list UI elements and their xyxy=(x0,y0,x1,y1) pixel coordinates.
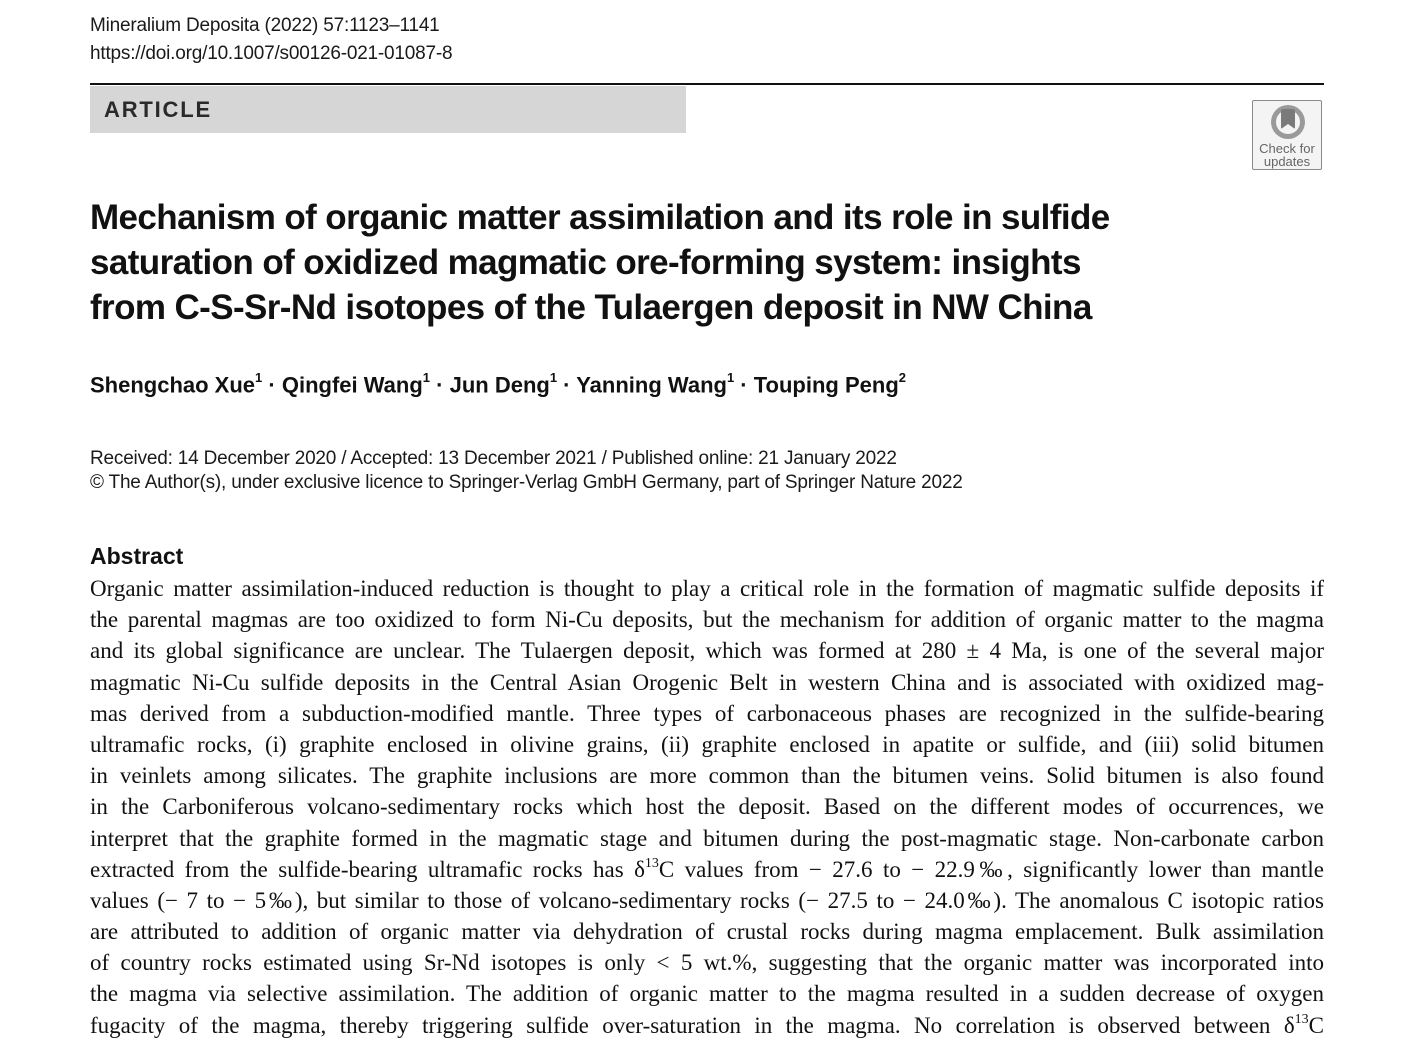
abstract-line: mas derived from a subduction-modified mantle. Three types of carbonaceous phases are recognized in the sulfide-bearing xyxy=(90,700,1324,726)
isotope-superscript: 13 xyxy=(1294,1011,1309,1027)
abstract-line: Organic matter assimilation-induced reduction is thought to play a critical role in the formation of magmatic sulfide deposits if xyxy=(90,576,1324,601)
abstract-text: extracted from the sulfide-bearing ultramafic rocks has δ xyxy=(90,856,645,882)
title-line: Mechanism of organic matter assimilation and its role in sulfide xyxy=(90,198,1110,237)
author-affiliation: 1 xyxy=(549,370,558,385)
title-line: from C-S-Sr-Nd isotopes of the Tulaergen deposit in NW China xyxy=(90,288,1092,327)
doi-link[interactable]: https://doi.org/10.1007/s00126-021-01087-8 xyxy=(90,43,453,64)
isotope-superscript: 13 xyxy=(644,856,659,872)
journal-citation: Mineralium Deposita (2022) 57:1123–1141 xyxy=(90,15,440,36)
abstract-text: C values from − 27.6 to − 22.9‰, significantly lower than mantle xyxy=(658,856,1324,882)
badge-text-line2: updates xyxy=(1263,154,1311,169)
abstract-line xyxy=(90,1010,1324,1041)
author-list xyxy=(90,372,906,398)
abstract-line: magmatic Ni-Cu sulfide deposits in the Central Asian Orogenic Belt in western China and is associated with oxidized mag- xyxy=(90,669,1324,695)
author-affiliation: 1 xyxy=(422,370,431,385)
copyright-notice: © The Author(s), under exclusive licence to Springer-Verlag GmbH Germany, part of Springer Nature 2022 xyxy=(90,472,963,493)
abstract-line: ultramafic rocks, (i) graphite enclosed in olivine grains, (ii) graphite enclosed in apatite or sulfide, and (iii) solid bitumen xyxy=(90,731,1324,757)
abstract-line: and its global significance are unclear. The Tulaergen deposit, which was formed at 280 ± 4 Ma, is one of the several major xyxy=(90,638,1324,664)
abstract-line: are attributed to addition of organic matter via dehydration of crustal rocks during magma emplacement. Bulk assimilation xyxy=(90,919,1324,945)
check-for-updates-icon xyxy=(1269,103,1307,141)
abstract-line: the magma via selective assimilation. The addition of organic matter to the magma resulted in a sudden decrease of oxygen xyxy=(90,981,1324,1007)
abstract-text: C xyxy=(1308,1012,1324,1038)
author-separator: · xyxy=(557,372,577,398)
author-affiliation: 1 xyxy=(726,370,735,385)
abstract-line: in the Carboniferous volcano-sedimentary rocks which host the deposit. Based on the different modes of occurrences, we xyxy=(90,794,1324,820)
abstract-line: interpret that the graphite formed in the magmatic stage and bitumen during the post-magmatic stage. Non-carbonate carbon xyxy=(90,825,1324,851)
abstract-line: of country rocks estimated using Sr-Nd isotopes is only < 5 wt.%, suggesting that the organic matter was incorporated into xyxy=(90,950,1324,976)
author-affiliation: 2 xyxy=(898,370,906,385)
author-name[interactable]: Shengchao Xue xyxy=(90,372,256,398)
badge-text-line1: Check for xyxy=(1259,141,1315,156)
article-type-label: ARTICLE xyxy=(104,97,212,122)
abstract-text: fugacity of the magma, thereby triggering sulfide over-saturation in the magma. No correlation is observed between δ xyxy=(90,1012,1295,1038)
author-name[interactable]: Touping Peng xyxy=(753,372,899,398)
author-affiliation: 1 xyxy=(255,370,263,385)
abstract-line: values (− 7 to − 5‰), but similar to those of volcano-sedimentary rocks (− 27.5 to − 24.0‰). The anomalous C isotopic ratios xyxy=(90,887,1324,913)
abstract-body xyxy=(90,573,1324,1041)
abstract-line xyxy=(90,854,1324,885)
check-for-updates-badge[interactable] xyxy=(1252,100,1322,170)
publication-dates: Received: 14 December 2020 / Accepted: 13 December 2021 / Published online: 21 January 2022 xyxy=(90,448,897,469)
title-line: saturation of oxidized magmatic ore-forming system: insights xyxy=(90,243,1081,282)
header-rule xyxy=(90,83,1324,85)
abstract-line: in veinlets among silicates. The graphite inclusions are more common than the bitumen veins. Solid bitumen is also found xyxy=(90,763,1324,789)
author-name[interactable]: Jun Deng xyxy=(449,372,550,398)
article-type-band xyxy=(90,86,686,133)
author-separator: · xyxy=(734,372,754,398)
author-name[interactable]: Qingfei Wang xyxy=(281,372,423,398)
author-separator: · xyxy=(430,372,450,398)
author-separator: · xyxy=(262,372,282,398)
article-title xyxy=(90,195,1190,330)
author-name[interactable]: Yanning Wang xyxy=(576,372,727,398)
abstract-line: the parental magmas are too oxidized to form Ni-Cu deposits, but the mechanism for addition of organic matter to the magma xyxy=(90,607,1324,633)
abstract-heading: Abstract xyxy=(90,543,184,569)
